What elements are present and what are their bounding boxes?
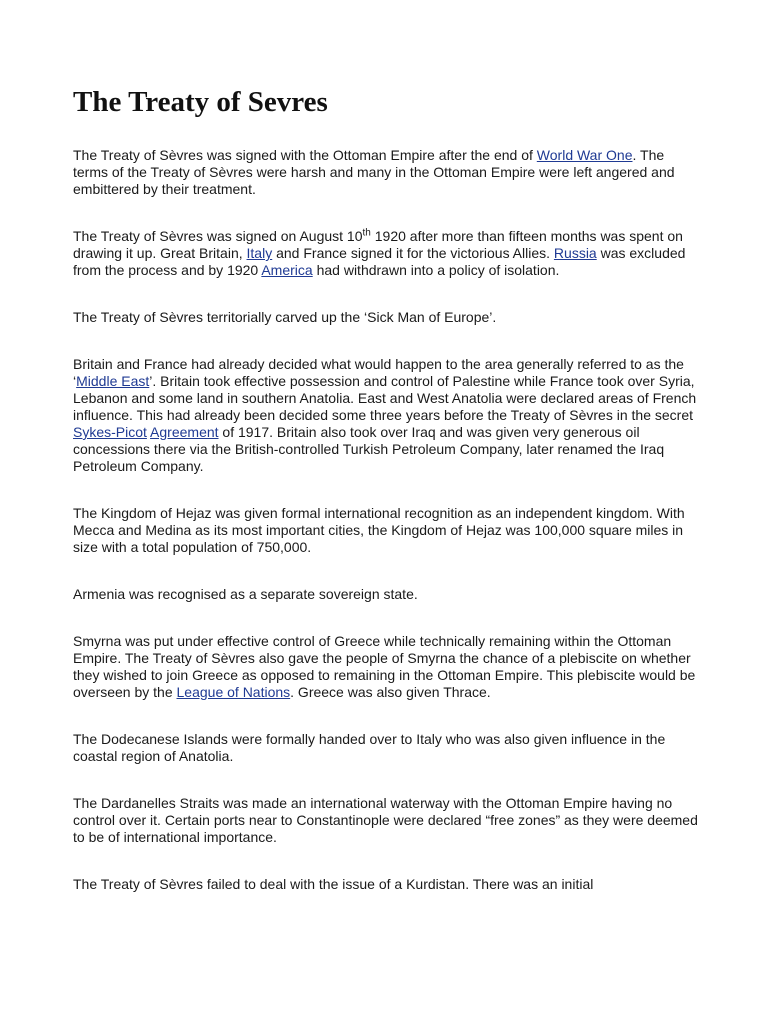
paragraph-1: [73, 147, 698, 198]
paragraph-text: . The terms of the Treaty of Sèvres were harsh and many in the Ottoman Empire were left angered and embittered by their treatment.: [73, 147, 675, 197]
paragraph-text: Smyrna was put under effective control of Greece while technically remaining within the Ottoman Empire. The Treaty of Sèvres also gave the people of Smyrna the chance of a plebiscite on whether they wished to join Greece as opposed to remaining in the Ottoman Empire. This plebiscite would be overseen by the: [73, 633, 696, 700]
paragraph-3: The Treaty of Sèvres territorially carved up the ‘Sick Man of Europe’.: [73, 309, 497, 325]
paragraph-text: ’. Britain took effective possession and control of Palestine while France took over Syria, Lebanon and some land in southern Anatolia. East and West Anatolia were declared areas of French influence. This had already been decided some three years before the Treaty of Sèvres in the secret: [73, 373, 697, 423]
paragraph-text: of 1917. Britain also took over Iraq and was given very generous oil concessions there via the British-controlled Turkish Petroleum Company, later renamed the Iraq Petroleum Company.: [73, 424, 665, 474]
paragraph-7: [73, 633, 698, 701]
paragraph-text: 1920 after more than fifteen months was spent on drawing it up. Great Britain,: [73, 228, 683, 261]
paragraph-10: The Treaty of Sèvres failed to deal with the issue of a Kurdistan. There was an initial: [73, 876, 594, 892]
paragraph-4: [73, 356, 698, 475]
link-italy[interactable]: Italy: [246, 245, 273, 261]
paragraph-8: The Dodecanese Islands were formally handed over to Italy who was also given influence in the coastal region of Anatolia.: [73, 731, 666, 764]
paragraph-text: The Treaty of Sèvres was signed on August 10: [73, 228, 363, 244]
link-sykes-picot[interactable]: Sykes-Picot: [73, 424, 147, 440]
paragraph-text: . Greece was also given Thrace.: [290, 684, 491, 700]
superscript-th: th: [362, 227, 371, 239]
link-world-war-one[interactable]: World War One: [536, 147, 633, 163]
paragraph-text: had withdrawn into a policy of isolation.: [312, 262, 560, 278]
link-russia[interactable]: Russia: [553, 245, 597, 261]
paragraph-5: The Kingdom of Hejaz was given formal international recognition as an independent kingdom. With Mecca and Medina as its most important cities, the Kingdom of Hejaz was 100,000 square miles in size with a total population of 750,000.: [73, 505, 685, 555]
document-body: [73, 86, 698, 923]
paragraph-text: Britain and France had already decided what would happen to the area generally referred to as the ‘: [73, 356, 684, 389]
link-america[interactable]: America: [261, 262, 313, 278]
paragraph-text: The Treaty of Sèvres was signed with the Ottoman Empire after the end of: [73, 147, 537, 163]
paragraph-9: The Dardanelles Straits was made an international waterway with the Ottoman Empire having no control over it. Certain ports near to Constantinople were declared “free zones” as they were deemed to be of international importance.: [73, 795, 698, 845]
paragraph-2: [73, 228, 698, 279]
page-title: The Treaty of Sevres: [73, 86, 328, 118]
paragraph-text: and France signed it for the victorious Allies.: [272, 245, 554, 261]
link-league-of-nations[interactable]: League of Nations: [176, 684, 291, 700]
paragraph-6: Armenia was recognised as a separate sovereign state.: [73, 586, 418, 602]
link-agreement[interactable]: Agreement: [150, 424, 219, 440]
paragraph-text: was excluded from the process and by 1920: [73, 245, 686, 278]
link-middle-east[interactable]: Middle East: [76, 373, 150, 389]
